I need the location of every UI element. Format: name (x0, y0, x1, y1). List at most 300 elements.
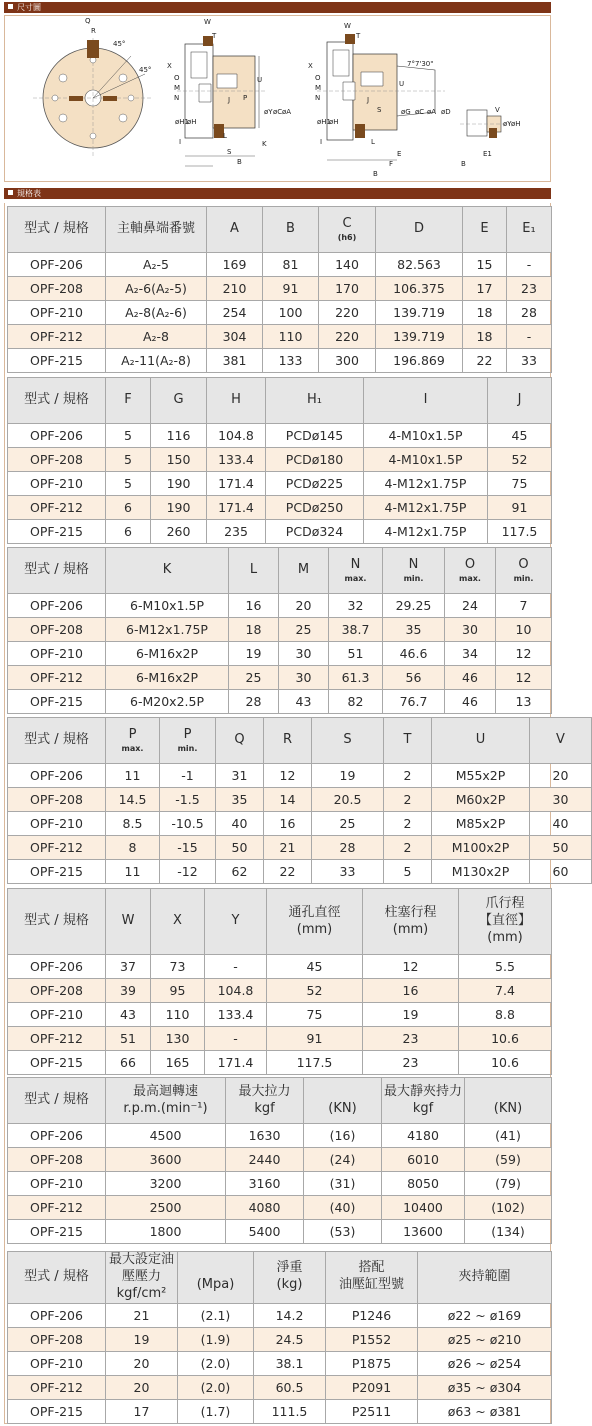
table-cell: 6-M16x2P (106, 642, 229, 666)
table-row (8, 1327, 552, 1351)
table-cell: -12 (160, 860, 216, 884)
column-header-sublabel: min. (177, 743, 198, 753)
column-header (8, 1252, 106, 1304)
column-header (8, 548, 106, 594)
table-cell: 6-M20x2.5P (106, 690, 229, 714)
label-c: øC (273, 108, 283, 116)
table-cell: 10.6 (459, 1027, 552, 1051)
label-e1: E1 (483, 150, 492, 158)
model-cell: OPF-208 (8, 979, 106, 1003)
table-cell: (40) (304, 1196, 382, 1220)
table-cell: PCDø145 (266, 424, 364, 448)
table-cell: 95 (151, 979, 205, 1003)
column-header (319, 207, 376, 253)
model-cell: OPF-208 (8, 277, 106, 301)
column-header (312, 718, 384, 764)
table-cell: - (507, 253, 552, 277)
table-cell: 32 (329, 594, 383, 618)
label-l2: L (371, 138, 375, 146)
table-row (8, 253, 552, 277)
table-row (8, 642, 552, 666)
table-cell: (24) (304, 1148, 382, 1172)
column-header (488, 378, 552, 424)
model-cell: OPF-210 (8, 1172, 106, 1196)
table-cell: 190 (151, 472, 207, 496)
label-s2: S (377, 106, 382, 114)
table-cell: 25 (229, 666, 279, 690)
column-header-label: K (162, 562, 172, 578)
model-cell: OPF-212 (8, 325, 106, 349)
column-header (329, 548, 383, 594)
table-cell: 56 (383, 666, 445, 690)
table-cell: 16 (363, 979, 459, 1003)
table-cell: 75 (267, 1003, 363, 1027)
spec-table-5 (7, 888, 552, 1075)
table-cell: 15 (463, 253, 507, 277)
table-cell: A₂-8(A₂-6) (106, 301, 207, 325)
table-row (8, 277, 552, 301)
bullet-square-icon (8, 190, 13, 195)
table-cell: 51 (106, 1027, 151, 1051)
column-header-label: X (173, 913, 182, 929)
table-row (8, 1148, 552, 1172)
label-m: M (174, 84, 181, 92)
table-cell: 37 (106, 955, 151, 979)
model-cell: OPF-206 (8, 253, 106, 277)
table-cell: ø63 ~ ø381 (418, 1399, 552, 1423)
table-cell: 34 (445, 642, 496, 666)
table-cell: 20 (530, 764, 592, 788)
table-cell: - (205, 1027, 267, 1051)
model-cell: OPF-206 (8, 424, 106, 448)
label-e: E (397, 150, 402, 158)
column-header (106, 548, 229, 594)
table-cell: 260 (151, 520, 207, 544)
label-45b: 45° (139, 66, 152, 74)
table-cell: 30 (530, 788, 592, 812)
table-cell: 82 (329, 690, 383, 714)
label-45a: 45° (113, 40, 126, 48)
label-a: øA (282, 108, 292, 116)
label-u: U (257, 76, 263, 84)
column-header-label: J (517, 392, 522, 408)
table-cell: 190 (151, 496, 207, 520)
model-cell: OPF-215 (8, 690, 106, 714)
column-header (383, 548, 445, 594)
column-header-label: S (343, 732, 352, 748)
column-header-label: W (121, 913, 135, 929)
table-cell: 117.5 (267, 1051, 363, 1075)
column-header (8, 718, 106, 764)
label-p: P (243, 94, 248, 102)
column-header (226, 1078, 304, 1124)
table-cell: 6-M16x2P (106, 666, 229, 690)
table-cell: 50 (530, 836, 592, 860)
table-cell: 150 (151, 448, 207, 472)
table-cell: (134) (465, 1220, 552, 1244)
column-header-label: 爪行程 【直徑】 (mm) (478, 896, 531, 945)
table-cell: 43 (106, 1003, 151, 1027)
table-cell: 24 (445, 594, 496, 618)
table-cell: 12 (496, 666, 552, 690)
label-g: øG (401, 108, 411, 116)
table-row (8, 1220, 552, 1244)
table-row (8, 594, 552, 618)
model-cell: OPF-215 (8, 1399, 106, 1423)
column-header (507, 207, 552, 253)
model-cell: OPF-206 (8, 1124, 106, 1148)
table-cell: 14 (264, 788, 312, 812)
column-header (8, 1078, 106, 1124)
table-cell: 171.4 (205, 1051, 267, 1075)
column-header (207, 207, 263, 253)
column-header-label: 型式 / 規格 (24, 1268, 89, 1284)
table-cell: 4-M12x1.75P (364, 496, 488, 520)
table-row (8, 1027, 552, 1051)
label-h: øH (187, 118, 197, 126)
table-cell: 4-M12x1.75P (364, 472, 488, 496)
label-j2: J (367, 96, 370, 104)
model-cell: OPF-215 (8, 520, 106, 544)
table-cell: 46 (445, 666, 496, 690)
label-hb: øH (329, 118, 339, 126)
column-header (496, 548, 552, 594)
table-cell: 110 (263, 325, 319, 349)
table-cell: 12 (363, 955, 459, 979)
label-x2: X (308, 62, 313, 70)
column-header-label: H₁ (307, 392, 322, 408)
table-cell: 35 (216, 788, 264, 812)
table-cell: 20 (106, 1351, 178, 1375)
column-header-label: I (423, 392, 428, 408)
model-cell: OPF-206 (8, 1303, 106, 1327)
table-cell: 50 (216, 836, 264, 860)
table-cell: 21 (106, 1303, 178, 1327)
column-header-sublabel: max. (121, 743, 144, 753)
section-header-spec (4, 188, 551, 199)
label-angle: 7°7'30" (407, 60, 434, 68)
table-row (8, 860, 592, 884)
column-header-label: 型式 / 規格 (24, 562, 89, 578)
column-header (382, 1078, 465, 1124)
label-h1: øH1 (175, 118, 189, 126)
table-cell: (53) (304, 1220, 382, 1244)
table-cell: P1875 (326, 1351, 418, 1375)
model-cell: OPF-212 (8, 1375, 106, 1399)
column-header (363, 889, 459, 955)
table-cell: 5.5 (459, 955, 552, 979)
column-header (106, 889, 151, 955)
table-cell: 81 (263, 253, 319, 277)
table-cell: 6-M12x1.75P (106, 618, 229, 642)
column-header-label: 主軸鼻端番號 (116, 221, 195, 237)
label-t: T (212, 32, 217, 40)
table-cell: 91 (263, 277, 319, 301)
table-cell: 2 (384, 764, 432, 788)
table-cell: 17 (106, 1399, 178, 1423)
column-header-label: 最大拉力 kgf (238, 1083, 291, 1116)
table-cell: 30 (279, 642, 329, 666)
label-i2: I (320, 138, 323, 146)
column-header-label: 搭配 油壓缸型號 (338, 1260, 404, 1293)
table-cell: 104.8 (207, 424, 266, 448)
model-cell: OPF-210 (8, 1003, 106, 1027)
column-header (8, 207, 106, 253)
model-cell: OPF-212 (8, 836, 106, 860)
model-cell: OPF-208 (8, 1327, 106, 1351)
label-b2: B (373, 170, 378, 178)
table-cell: 20 (106, 1375, 178, 1399)
column-header (279, 548, 329, 594)
column-header (267, 889, 363, 955)
table-row (8, 836, 592, 860)
table-cell: 22 (264, 860, 312, 884)
column-header (216, 718, 264, 764)
table-cell: 35 (383, 618, 445, 642)
table-cell: 39 (106, 979, 151, 1003)
model-cell: OPF-215 (8, 349, 106, 373)
table-cell: 10 (496, 618, 552, 642)
column-header (106, 1078, 226, 1124)
table-cell: (102) (465, 1196, 552, 1220)
model-cell: OPF-210 (8, 642, 106, 666)
model-cell: OPF-210 (8, 472, 106, 496)
table-cell: M100x2P (432, 836, 530, 860)
model-cell: OPF-208 (8, 618, 106, 642)
column-header (384, 718, 432, 764)
column-header-label: M (297, 562, 310, 578)
table-cell: (79) (465, 1172, 552, 1196)
table-cell: 210 (207, 277, 263, 301)
table-cell: ø26 ~ ø254 (418, 1351, 552, 1375)
column-header-label: O (464, 557, 476, 573)
table-cell: 169 (207, 253, 263, 277)
table-cell: 8.8 (459, 1003, 552, 1027)
column-header-label: N (350, 557, 361, 573)
model-cell: OPF-210 (8, 812, 106, 836)
table-cell: 16 (229, 594, 279, 618)
table-row (8, 955, 552, 979)
model-cell: OPF-206 (8, 764, 106, 788)
table-cell: 139.719 (376, 325, 463, 349)
table-cell: (2.0) (178, 1351, 254, 1375)
table-cell: 171.4 (207, 496, 266, 520)
table-cell: -15 (160, 836, 216, 860)
table-row (8, 1172, 552, 1196)
table-row (8, 325, 552, 349)
table-cell: 25 (279, 618, 329, 642)
table-cell: (2.1) (178, 1303, 254, 1327)
table-cell: 1800 (106, 1220, 226, 1244)
model-cell: OPF-215 (8, 1051, 106, 1075)
column-header (151, 378, 207, 424)
model-cell: OPF-212 (8, 1027, 106, 1051)
column-header (106, 1252, 178, 1304)
table-cell: 14.2 (254, 1303, 326, 1327)
table-cell: 304 (207, 325, 263, 349)
section-title: 規格表 (17, 189, 41, 198)
table-cell: 12 (496, 642, 552, 666)
table-cell: 196.869 (376, 349, 463, 373)
table-cell: 6-M10x1.5P (106, 594, 229, 618)
column-header (418, 1252, 552, 1304)
table-cell: 235 (207, 520, 266, 544)
table-cell: 5 (106, 472, 151, 496)
label-y: øY (264, 108, 273, 116)
model-cell: OPF-208 (8, 1148, 106, 1172)
table-cell: 24.5 (254, 1327, 326, 1351)
column-header-sublabel: min. (513, 573, 534, 583)
model-cell: OPF-208 (8, 788, 106, 812)
table-cell: 40 (530, 812, 592, 836)
label-c2: øC (415, 108, 425, 116)
table-cell: P2091 (326, 1375, 418, 1399)
table-cell: 4-M10x1.5P (364, 424, 488, 448)
spec-table-4 (7, 717, 592, 884)
column-header (207, 378, 266, 424)
table-cell: 40 (216, 812, 264, 836)
column-header-label: T (403, 732, 412, 748)
column-header-label: L (249, 562, 258, 578)
table-cell: (16) (304, 1124, 382, 1148)
table-cell: (2.0) (178, 1375, 254, 1399)
table-cell: 3160 (226, 1172, 304, 1196)
label-w: W (204, 18, 211, 26)
table-cell: M60x2P (432, 788, 530, 812)
table-cell: 104.8 (205, 979, 267, 1003)
column-header-sublabel: min. (403, 573, 424, 583)
table-cell: A₂-6(A₂-5) (106, 277, 207, 301)
table-cell: 23 (363, 1027, 459, 1051)
table-cell: 4080 (226, 1196, 304, 1220)
table-cell: 7 (496, 594, 552, 618)
table-row (8, 1051, 552, 1075)
column-header-label: F (124, 392, 132, 408)
table-cell: P1246 (326, 1303, 418, 1327)
column-header-label: 型式 / 規格 (24, 732, 89, 748)
column-header-label: O (518, 557, 529, 573)
column-header-label: 型式 / 規格 (24, 1092, 89, 1108)
column-header (229, 548, 279, 594)
table-cell: 46 (445, 690, 496, 714)
table-cell: 28 (312, 836, 384, 860)
table-cell: 106.375 (376, 277, 463, 301)
table-cell: 220 (319, 325, 376, 349)
spec-table-3 (7, 547, 552, 714)
label-w2: W (344, 22, 351, 30)
column-header-label: P (183, 727, 192, 743)
table-row (8, 812, 592, 836)
chuck-section-view-b (308, 22, 451, 178)
table-cell: 13600 (382, 1220, 465, 1244)
label-o: O (174, 74, 180, 82)
table-row (8, 520, 552, 544)
column-header (326, 1252, 418, 1304)
table-cell: 28 (229, 690, 279, 714)
table-cell: 17 (463, 277, 507, 301)
column-header (445, 548, 496, 594)
column-header (264, 718, 312, 764)
column-header-label: 夾持範圍 (458, 1268, 511, 1284)
section-title: 尺寸圖 (17, 3, 41, 12)
table-cell: ø25 ~ ø210 (418, 1327, 552, 1351)
model-cell: OPF-215 (8, 860, 106, 884)
label-f: F (389, 160, 394, 168)
table-cell: 381 (207, 349, 263, 373)
column-header (463, 207, 507, 253)
table-cell: 33 (312, 860, 384, 884)
table-cell: 91 (488, 496, 552, 520)
table-cell: PCDø225 (266, 472, 364, 496)
column-header-label: D (413, 221, 424, 237)
table-cell: 51 (329, 642, 383, 666)
table-cell: 5400 (226, 1220, 304, 1244)
section-header-drawing (4, 2, 551, 13)
table-cell: 1630 (226, 1124, 304, 1148)
label-b3: B (461, 160, 466, 168)
table-row (8, 788, 592, 812)
label-j: J (228, 96, 231, 104)
table-cell: 133.4 (207, 448, 266, 472)
label-v: V (495, 106, 500, 114)
table-cell: 75 (488, 472, 552, 496)
model-cell: OPF-206 (8, 955, 106, 979)
table-cell: 254 (207, 301, 263, 325)
column-header (8, 378, 106, 424)
column-header (151, 889, 205, 955)
table-cell: - (205, 955, 267, 979)
column-header (178, 1252, 254, 1304)
table-cell: 3600 (106, 1148, 226, 1172)
column-header (254, 1252, 326, 1304)
table-cell: 220 (319, 301, 376, 325)
column-header-label: G (173, 392, 184, 408)
model-cell: OPF-210 (8, 1351, 106, 1375)
table-cell: 133 (263, 349, 319, 373)
table-cell: 45 (267, 955, 363, 979)
table-cell: 2 (384, 836, 432, 860)
table-cell: 60.5 (254, 1375, 326, 1399)
label-h3: øH (511, 120, 521, 128)
table-row (8, 1303, 552, 1327)
dimension-drawing (4, 15, 551, 182)
column-header-label: A (230, 221, 239, 237)
table-cell: 8.5 (106, 812, 160, 836)
table-cell: ø35 ~ ø304 (418, 1375, 552, 1399)
table-cell: 133.4 (205, 1003, 267, 1027)
table-cell: 4500 (106, 1124, 226, 1148)
model-cell: OPF-208 (8, 448, 106, 472)
table-cell: 82.563 (376, 253, 463, 277)
table-cell: P1552 (326, 1327, 418, 1351)
table-cell: 29.25 (383, 594, 445, 618)
chuck-section-view-a (167, 18, 291, 166)
table-cell: 18 (463, 301, 507, 325)
column-header (160, 718, 216, 764)
table-cell: 31 (216, 764, 264, 788)
table-cell: 62 (216, 860, 264, 884)
table-row (8, 1351, 552, 1375)
column-header (106, 378, 151, 424)
model-cell: OPF-206 (8, 594, 106, 618)
table-cell: 6 (106, 520, 151, 544)
table-cell: 170 (319, 277, 376, 301)
column-header-sublabel: max. (459, 573, 481, 583)
column-header-label: 最大靜夾持力 kgf (383, 1083, 462, 1116)
table-row (8, 690, 552, 714)
column-header-sublabel: (h6) (337, 232, 357, 242)
table-cell: 73 (151, 955, 205, 979)
